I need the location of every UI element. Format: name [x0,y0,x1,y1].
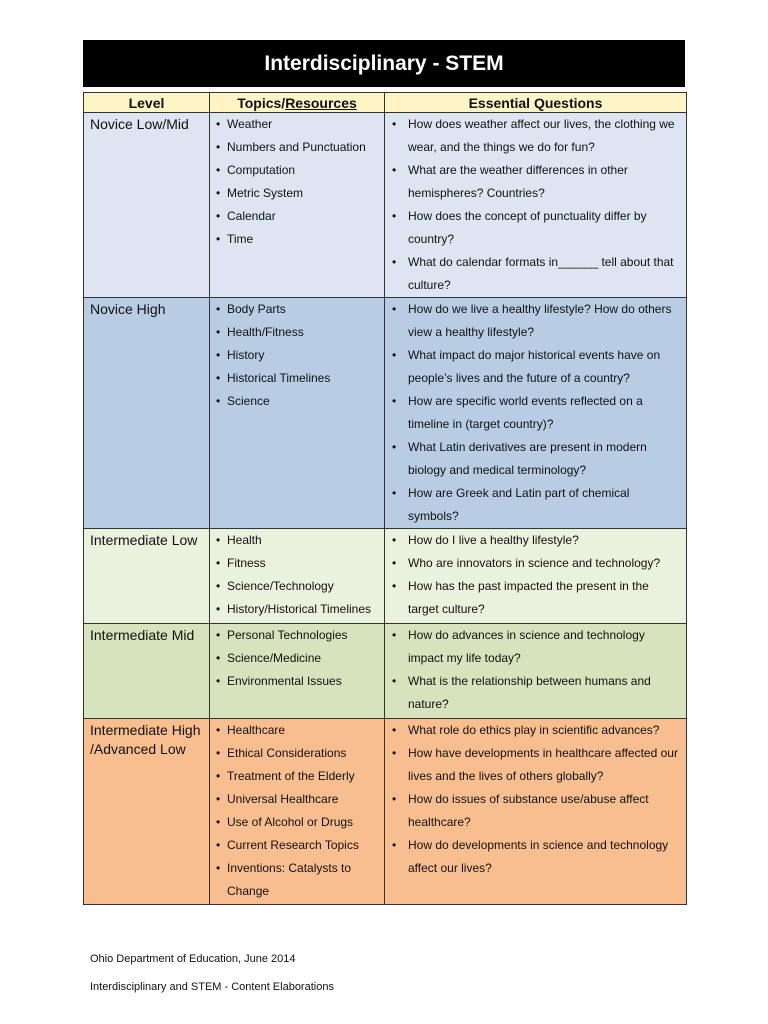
topic-item: • Science/Medicine [216,647,384,670]
topic-item: • Universal Healthcare [216,788,384,811]
question-item: • What role do ethics play in scientific advances? [391,719,680,742]
table-row [84,719,687,905]
topic-item: • Health/Fitness [216,321,384,344]
topic-item: • Ethical Considerations [216,742,384,765]
topic-item: • Healthcare [216,719,384,742]
question-item: • How do issues of substance use/abuse affect healthcare? [391,788,680,834]
topic-item: • Use of Alcohol or Drugs [216,811,384,834]
question-item: • How has the past impacted the present in the target culture? [391,575,680,621]
topic-item: • Body Parts [216,298,384,321]
topic-item: • Fitness [216,552,384,575]
topic-item: • Science/Technology [216,575,384,598]
question-item: • How are specific world events reflected on a timeline in (target country)? [391,390,680,436]
header-topics-prefix: Topics/ [237,94,286,111]
table-row [84,529,687,624]
question-item: • What do calendar formats in______ tell about that culture? [391,251,680,297]
level-cell: Intermediate High /Advanced Low [84,719,210,905]
topic-item: • Treatment of the Elderly [216,765,384,788]
topic-item: • Numbers and Punctuation [216,136,384,159]
question-item: • What impact do major historical events have on people’s lives and the future of a country? [391,344,680,390]
topics-cell [210,113,385,298]
question-item: • What are the weather differences in other hemispheres? Countries? [391,159,680,205]
topic-item: • Personal Technologies [216,624,384,647]
questions-cell [385,298,687,529]
topics-cell [210,298,385,529]
topic-item: • Computation [216,159,384,182]
question-item: • How do advances in science and technology impact my life today? [391,624,680,670]
level-cell: Intermediate Low [84,529,210,624]
topic-item: • History [216,344,384,367]
page-title: Interdisciplinary - STEM [83,40,685,87]
level-cell: Novice High [84,298,210,529]
table-row [84,113,687,298]
questions-cell [385,719,687,905]
question-item: • How do developments in science and technology affect our lives? [391,834,680,880]
question-item: • How have developments in healthcare affected our lives and the lives of others globally? [391,742,680,788]
question-item: • How are Greek and Latin part of chemical symbols? [391,482,680,528]
topic-item: • Environmental Issues [216,670,384,693]
topic-item: • Current Research Topics [216,834,384,857]
level-cell: Intermediate Mid [84,624,210,719]
question-item: • How do I live a healthy lifestyle? [391,529,680,552]
topic-item: • Calendar [216,205,384,228]
question-item: • How does weather affect our lives, the clothing we wear, and the things we do for fun? [391,113,680,159]
topic-item: • Science [216,390,384,413]
table-header-row [84,93,687,113]
topic-item: • Time [216,228,384,251]
stem-table [83,92,687,905]
topic-item: • Metric System [216,182,384,205]
topic-item: • Weather [216,113,384,136]
topic-item: • History/Historical Timelines [216,598,384,621]
questions-cell [385,113,687,298]
question-item: • What Latin derivatives are present in modern biology and medical terminology? [391,436,680,482]
footer-source: Ohio Department of Education, June 2014 [90,953,296,965]
topic-item: • Historical Timelines [216,367,384,390]
questions-cell [385,624,687,719]
table-row [84,624,687,719]
question-item: • What is the relationship between humans and nature? [391,670,680,716]
questions-cell [385,529,687,624]
topic-item: • Health [216,529,384,552]
topics-cell [210,529,385,624]
header-level: Level [84,93,210,113]
header-topics-resources: Resources [285,94,357,111]
table-row [84,298,687,529]
header-topics [210,93,385,113]
level-cell: Novice Low/Mid [84,113,210,298]
topics-cell [210,719,385,905]
question-item: • Who are innovators in science and technology? [391,552,680,575]
footer-document-name: Interdisciplinary and STEM - Content Elaborations [90,981,334,993]
topics-cell [210,624,385,719]
question-item: • How does the concept of punctuality differ by country? [391,205,680,251]
header-questions: Essential Questions [385,93,687,113]
question-item: • How do we live a healthy lifestyle? How do others view a healthy lifestyle? [391,298,680,344]
topic-item: • Inventions: Catalysts to Change [216,857,384,903]
